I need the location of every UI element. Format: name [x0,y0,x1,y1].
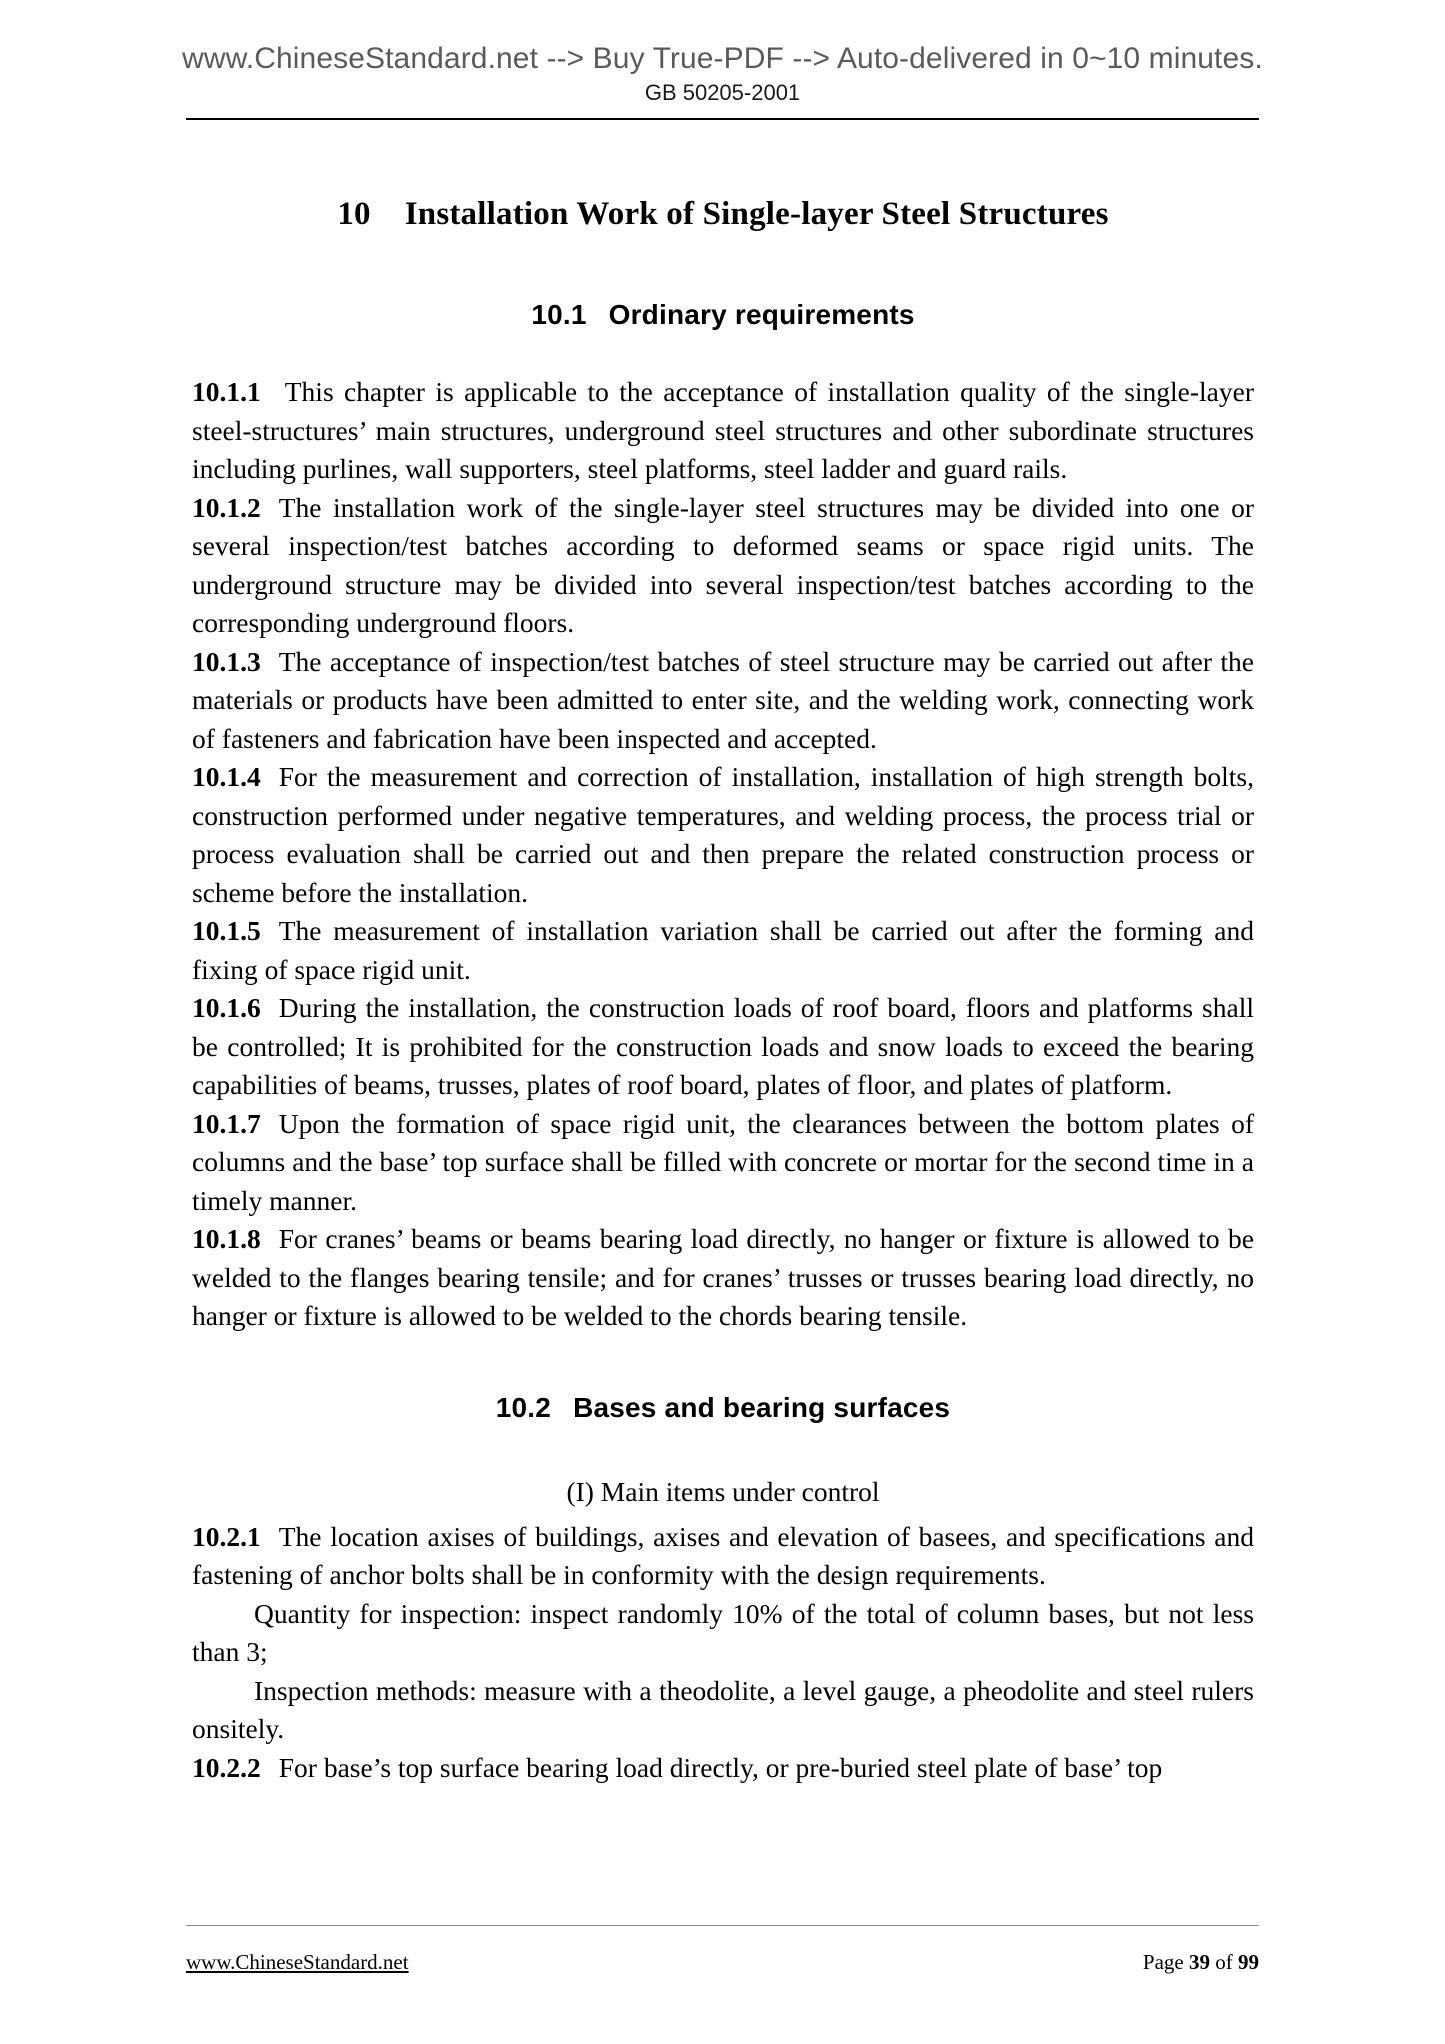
clause-number: 10.1.1 [192,376,261,407]
chapter-title-text: Installation Work of Single-layer Steel Structures [404,196,1109,232]
clause-number: 10.1.3 [192,645,261,677]
promo-text: www.ChineseStandard.net --> Buy True-PDF --> Auto-delivered in 0~10 minutes. [182,42,1263,75]
footer-page-total: 99 [1238,1950,1259,1974]
clause-text: The location axises of buildings, axises and elevation of basees, and specifications and fastening of anchor bolts shall be in conformity with the design requirements. [192,1520,1254,1590]
footer-page-indicator [1143,1950,1259,1975]
standard-code-label: GB 50205-2001 [644,80,801,105]
chapter-number: 10 [337,196,371,232]
clause-10-1-5 [192,912,1254,989]
clause-text: This chapter is applicable to the acceptance of installation quality of the single-layer steel-structures’ main structures, underground steel structures and other subordinate structures including purlines, wall supporters, steel platforms, steel ladder and guard rails. [192,376,1254,484]
section-10-2-text: Bases and bearing surfaces [573,1391,951,1423]
clause-text: During the installation, the construction loads of roof board, floors and platforms shall be controlled; It is prohibited for the construction loads and snow loads to exceed the bearing capabilities of beams, trusses, plates of roof board, plates of floor, and plates of platform. [192,992,1254,1100]
clause-number: 10.2.1 [192,1520,261,1552]
clause-number: 10.1.8 [192,1223,261,1254]
clause-text: Upon the formation of space rigid unit, the clearances between the bottom plates of columns and the base’ top surface shall be filled with concrete or mortar for the second time in a timely manner. [192,1107,1254,1216]
clause-10-1-3 [192,643,1254,759]
section-10-2-number: 10.2 [495,1391,552,1423]
clause-10-1-6 [192,989,1254,1105]
clause-number: 10.1.4 [192,761,261,792]
clause-text: For cranes’ beams or beams bearing load directly, no hanger or fixture is allowed to be welded to the flanges bearing tensile; and for cranes’ trusses or trusses bearing load directly, no hanger or fixture is allowed to be welded to the chords bearing tensile. [192,1223,1254,1331]
section-10-1-number: 10.1 [531,299,587,330]
footer-divider [186,1925,1259,1926]
chapter-title [192,196,1254,233]
clause-10-1-1 [192,373,1254,489]
footer-page-prefix: Page [1142,1950,1189,1974]
clause-10-1-8 [192,1220,1254,1336]
header-divider [186,118,1259,120]
section-10-1-text: Ordinary requirements [608,299,915,330]
clause-10-1-7 [192,1105,1254,1221]
promo-banner [0,42,1445,76]
clause-number: 10.2.2 [192,1751,261,1783]
note-inspection-methods: Inspection methods: measure with a theodolite, a level gauge, a pheodolite and steel rulers onsitely. [192,1674,1254,1744]
clause-text: For base’s top surface bearing load directly, or pre-buried steel plate of base’ top [278,1751,1163,1783]
clause-text: The acceptance of inspection/test batches of steel structure may be carried out after the materials or products have been admitted to enter site, and the welding work, connecting work of fasteners and fabrication have been inspected and accepted. [192,645,1254,754]
clause-10-2-2 [192,1749,1254,1788]
section-title-10-2 [192,1392,1254,1424]
clause-10-2-1 [192,1518,1254,1595]
section-title-10-1 [192,299,1254,331]
clause-10-1-4 [192,758,1254,912]
clause-10-1-2 [192,489,1254,643]
clause-number: 10.1.6 [192,992,261,1023]
clause-text: For the measurement and correction of installation, installation of high strength bolts, construction performed under negative temperatures, and welding process, the process trial or process evaluation shall be carried out and then prepare the related construction process or scheme before the installation. [192,761,1254,908]
footer-page-number: 39 [1189,1950,1210,1974]
clause-text: The installation work of the single-layer steel structures may be divided into one or several inspection/test batches according to deformed seams or space rigid units. The underground structure may be divided into several inspection/test batches according to the corresponding underground floors. [192,491,1254,638]
note-quantity-for-inspection: Quantity for inspection: inspect randomly 10% of the total of column bases, but not less than 3; [192,1597,1254,1667]
page-footer [186,1950,1259,1975]
clause-number: 10.1.2 [192,491,261,523]
footer-site-link[interactable]: www.ChineseStandard.net [186,1950,409,1974]
footer-page-middle: of [1210,1950,1238,1974]
clause-number: 10.1.7 [192,1107,261,1139]
clause-text: The measurement of installation variation shall be carried out after the forming and fixing of space rigid unit. [192,915,1254,985]
subhead-main-items: (I) Main items under control [566,1475,880,1507]
running-head [186,80,1259,106]
document-body [192,148,1254,1787]
clause-number: 10.1.5 [192,915,261,946]
